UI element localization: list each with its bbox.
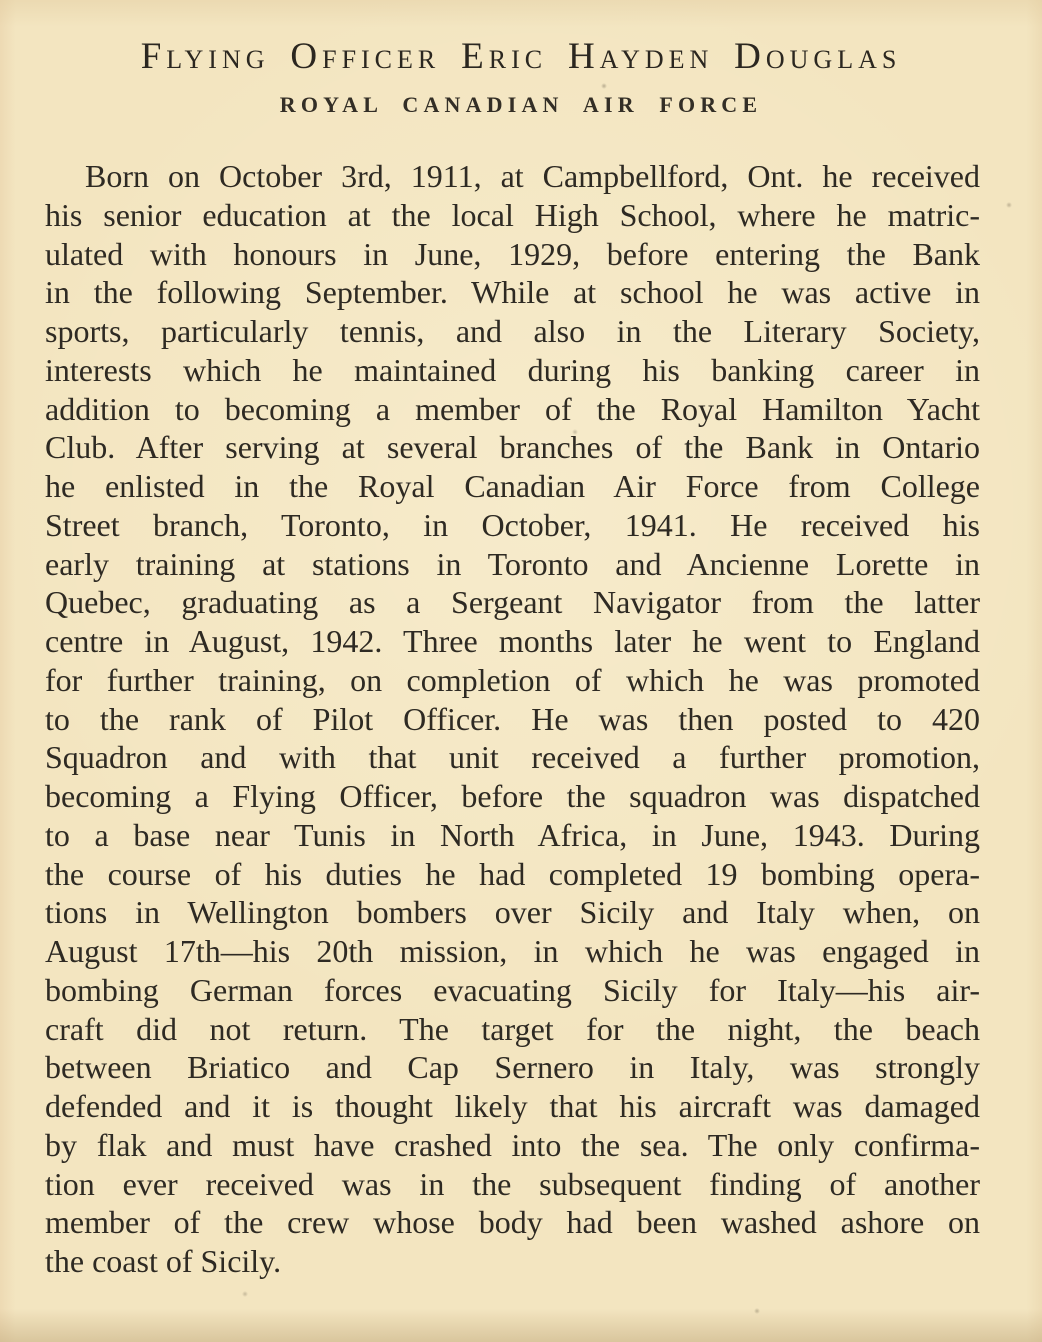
paragraph-line: the coast of Sicily. xyxy=(45,1243,282,1279)
page-title: Flying Officer Eric Hayden Douglas xyxy=(140,36,902,77)
paragraph-line: Squadron and with that unit received a further promotion, xyxy=(45,739,980,776)
paragraph-line: in the following September. While at school he was active in xyxy=(45,274,980,311)
paragraph-line: between Briatico and Cap Sernero in Italy, was strongly xyxy=(45,1049,980,1086)
paragraph-line: he enlisted in the Royal Canadian Air Force from College xyxy=(45,468,980,504)
paragraph-line: tion ever received was in the subsequent finding of another xyxy=(45,1165,980,1202)
paragraph-line: centre in August, 1942. Three months later he went to England xyxy=(45,623,980,659)
paragraph-line: August 17th—his 20th mission, in which he was engaged in xyxy=(45,933,980,969)
paragraph-line: his senior education at the local High School, where he matric- xyxy=(45,196,980,233)
paragraph-line: ulated with honours in June, 1929, before entering the Bank xyxy=(45,235,980,272)
paragraph-line: tions in Wellington bombers over Sicily and Italy when, on xyxy=(45,894,980,931)
paragraph-line: Street branch, Toronto, in October, 1941. He received his xyxy=(45,506,980,543)
page-header xyxy=(0,0,1042,118)
paragraph-line: Quebec, graduating as a Sergeant Navigator from the latter xyxy=(45,584,980,621)
paragraph-line: defended and it is thought likely that his aircraft was damaged xyxy=(45,1088,980,1124)
page-subtitle: ROYAL CANADIAN AIR FORCE xyxy=(279,92,763,117)
paragraph-line: Born on October 3rd, 1911, at Campbellford, Ont. he received xyxy=(85,158,980,194)
paragraph-line: bombing German forces evacuating Sicily for Italy—his air- xyxy=(45,971,980,1008)
paragraph-line: to a base near Tunis in North Africa, in June, 1943. During xyxy=(45,816,980,853)
paragraph-line: to the rank of Pilot Officer. He was then posted to 420 xyxy=(45,700,980,737)
paragraph-line: sports, particularly tennis, and also in the Literary Society, xyxy=(45,313,980,349)
paragraph-line: craft did not return. The target for the night, the beach xyxy=(45,1010,980,1047)
paragraph-line: member of the crew whose body had been washed ashore on xyxy=(45,1204,980,1241)
paragraph-line: by flak and must have crashed into the sea. The only confirma- xyxy=(45,1126,980,1163)
paragraph-line: becoming a Flying Officer, before the squadron was dispatched xyxy=(45,778,980,814)
paragraph-line: for further training, on completion of which he was promoted xyxy=(45,661,980,698)
paragraph-line: Club. After serving at several branches of the Bank in Ontario xyxy=(45,429,980,466)
paragraph-line: interests which he maintained during his banking career in xyxy=(45,351,980,388)
biography-paragraph xyxy=(45,157,980,1281)
paragraph-line: addition to becoming a member of the Royal Hamilton Yacht xyxy=(45,390,980,427)
paragraph-line: early training at stations in Toronto and Ancienne Lorette in xyxy=(45,545,980,582)
paragraph-line: the course of his duties he had completed 19 bombing opera- xyxy=(45,855,980,892)
